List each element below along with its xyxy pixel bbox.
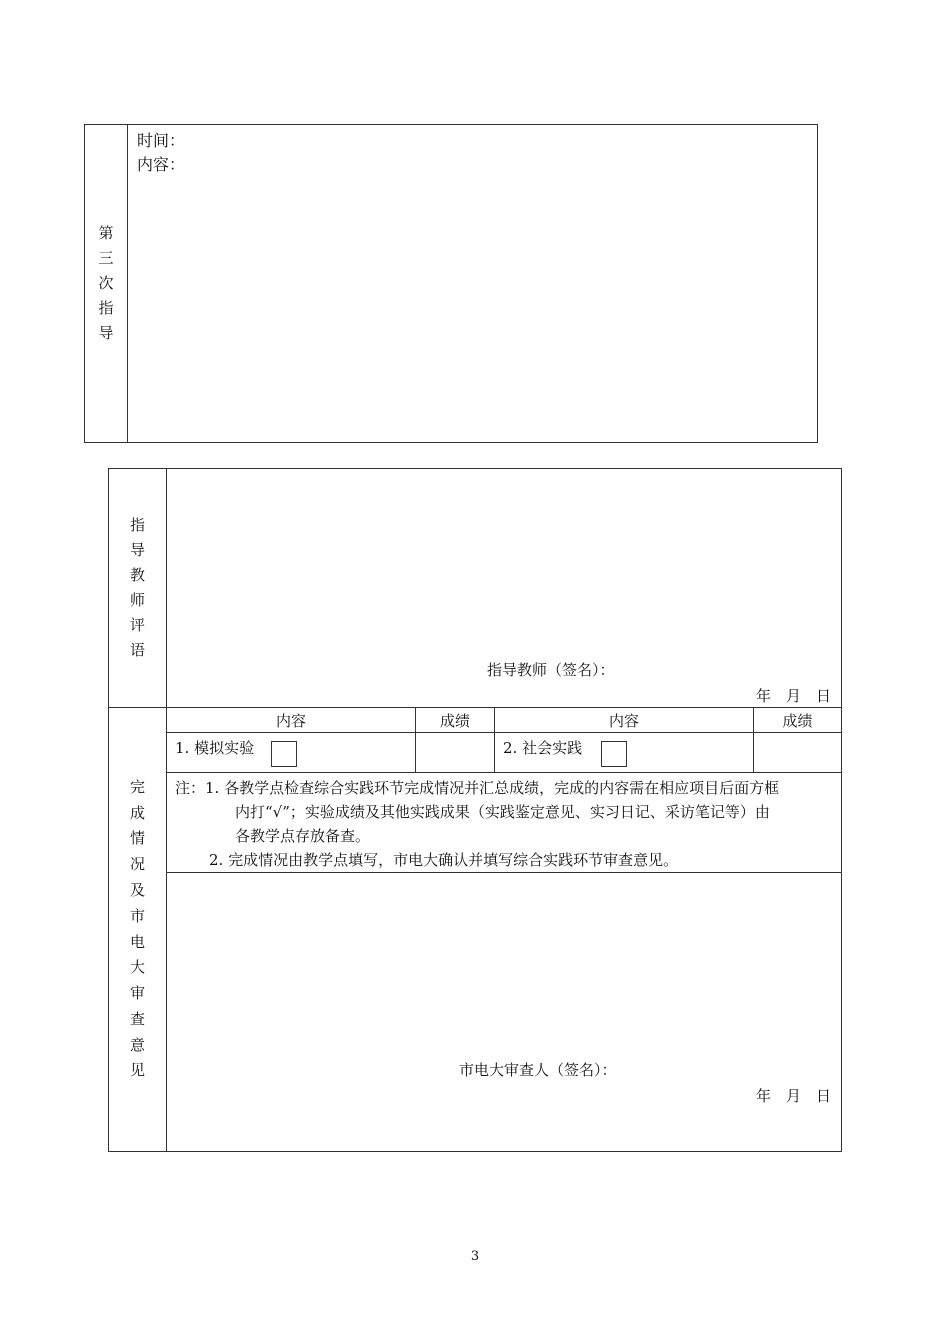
label-char: 指 — [98, 299, 114, 317]
label-char: 况 — [129, 855, 145, 874]
label-char: 三 — [98, 249, 114, 267]
header-score-2: 成绩 — [754, 708, 841, 733]
note-line: 各教学点存放备查。 — [235, 827, 371, 845]
label-char: 查 — [129, 1009, 145, 1028]
review-date: 年 月 日 — [755, 1087, 831, 1105]
label-char: 成 — [129, 803, 145, 822]
score-simulation-experiment[interactable] — [416, 733, 495, 773]
teacher-signature-label: 指导教师（签名）： — [487, 661, 615, 679]
label-char: 审 — [129, 984, 145, 1003]
label-char: 师 — [129, 591, 145, 609]
reviewer-signature-label: 市电大审查人（签名）： — [459, 1061, 617, 1079]
label-char: 语 — [129, 641, 145, 659]
section-label-teacher-comment — [109, 469, 167, 708]
note-line: 2. 完成情况由教学点填写，市电大确认并填写综合实践环节审查意见。 — [209, 851, 679, 869]
label-char: 大 — [129, 958, 145, 977]
note-line: 内打“√”；实验成绩及其他实践成果（实践鉴定意见、实习日记、采访笔记等）由 — [235, 803, 770, 821]
item-label: 1. 模拟实验 — [175, 739, 255, 757]
label-char: 情 — [129, 829, 145, 848]
review-opinion-area[interactable] — [167, 873, 841, 1151]
header-content-2: 内容 — [495, 708, 754, 733]
header-content-1: 内容 — [167, 708, 416, 733]
time-label: 时间： — [137, 131, 186, 150]
label-char: 导 — [129, 541, 145, 559]
item-checkbox[interactable] — [271, 741, 297, 767]
content-label: 内容： — [137, 155, 186, 174]
label-char: 次 — [98, 274, 114, 292]
guidance-content-area[interactable] — [135, 175, 813, 437]
item-label: 2. 社会实践 — [503, 739, 583, 757]
item-checkbox[interactable] — [601, 741, 627, 767]
label-char: 指 — [129, 516, 145, 534]
label-char: 市 — [129, 906, 145, 925]
note-block — [167, 773, 841, 873]
label-char: 导 — [98, 324, 114, 342]
item-social-practice — [495, 733, 754, 773]
evaluation-table — [108, 468, 842, 1152]
section-label-third-guidance — [85, 125, 128, 442]
label-char: 意 — [129, 1035, 145, 1054]
section-label-completion-review — [109, 708, 167, 1151]
label-char: 及 — [129, 880, 145, 899]
teacher-date: 年 月 日 — [755, 687, 831, 705]
label-char: 评 — [129, 616, 145, 634]
label-char: 电 — [129, 932, 145, 951]
label-char: 第 — [98, 224, 114, 242]
label-char: 教 — [129, 566, 145, 584]
note-line: 注：1. 各教学点检查综合实践环节完成情况并汇总成绩，完成的内容需在相应项目后面方框 — [175, 779, 780, 797]
score-social-practice[interactable] — [754, 733, 841, 773]
label-char: 见 — [129, 1061, 145, 1080]
teacher-comment-area[interactable] — [167, 469, 841, 708]
page-number: 3 — [470, 1249, 480, 1264]
header-score-1: 成绩 — [416, 708, 495, 733]
guidance-table-3 — [84, 124, 818, 443]
item-simulation-experiment — [167, 733, 416, 773]
label-char: 完 — [129, 777, 145, 796]
